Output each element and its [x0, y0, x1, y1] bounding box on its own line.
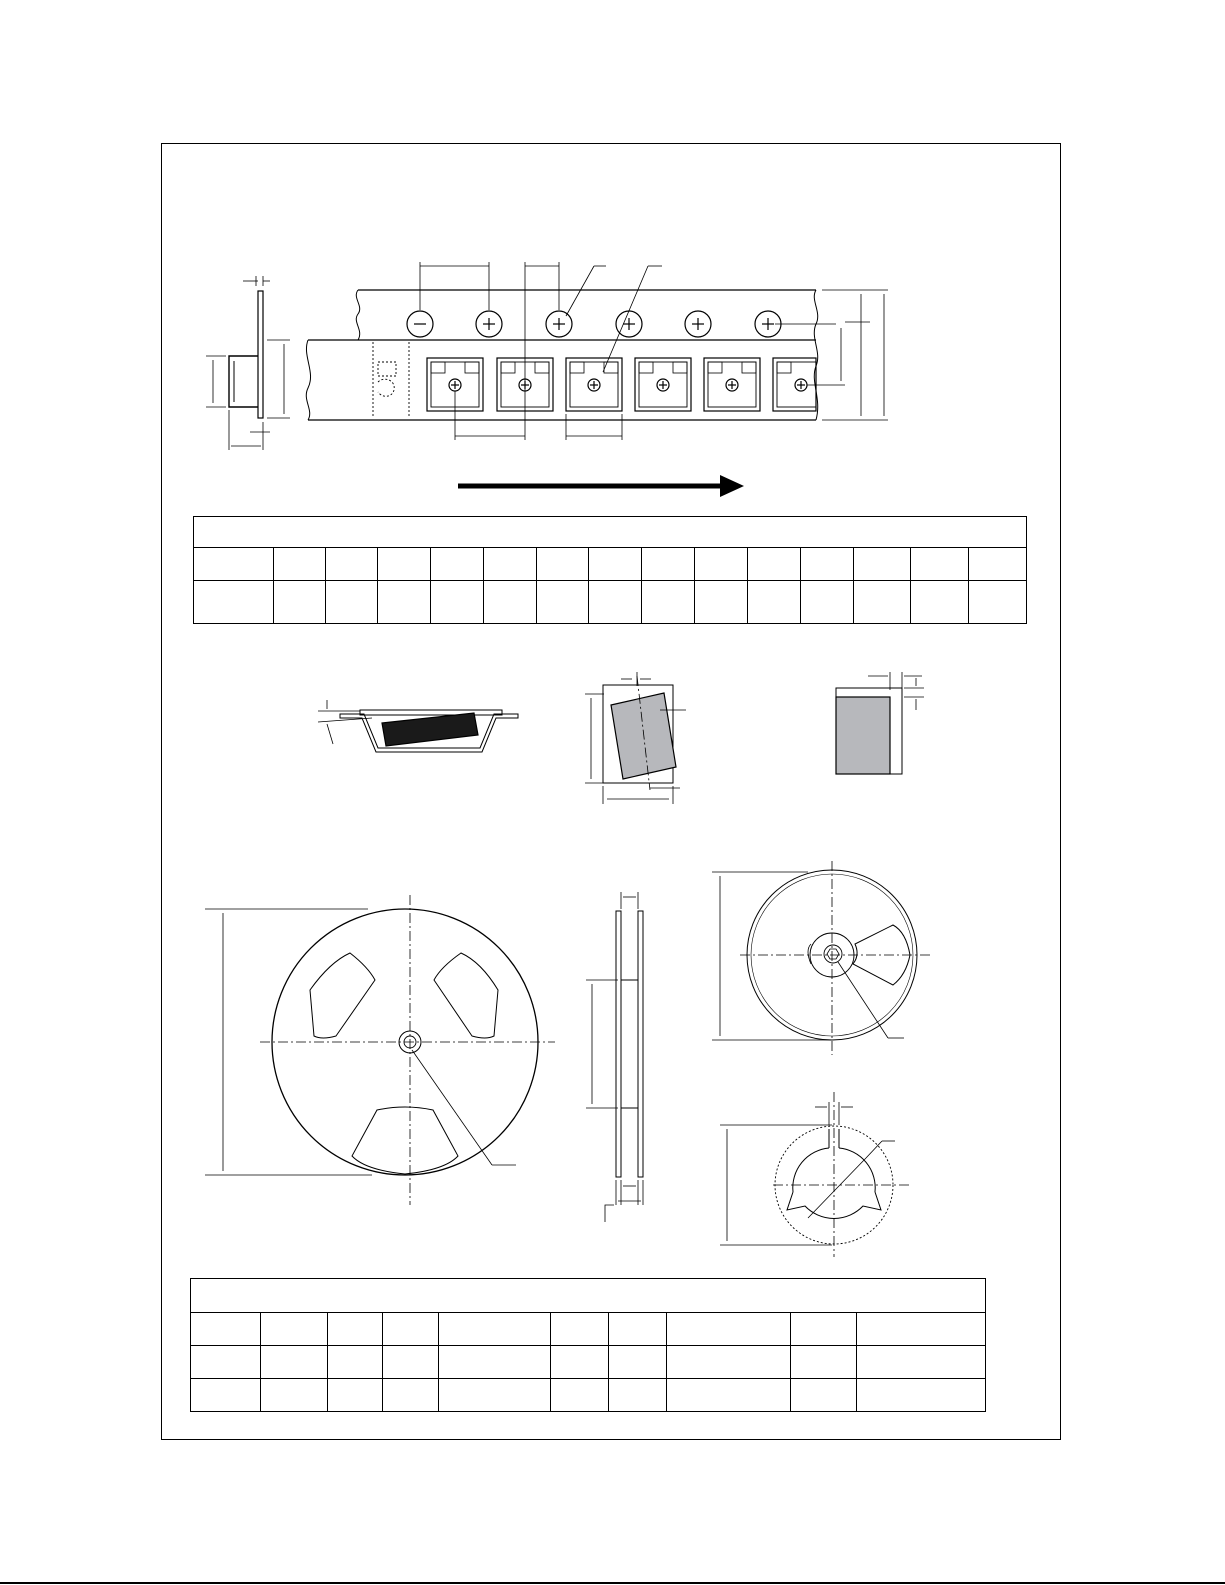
hub-reel-view	[712, 861, 930, 1055]
reel-dimensions-table	[190, 1278, 986, 1412]
component-rotation-view	[585, 672, 686, 804]
tape-table-caption	[194, 517, 1027, 548]
table-row	[194, 548, 1027, 581]
sprocket-holes	[407, 311, 781, 337]
pocket-cross-section	[318, 700, 518, 752]
hub-detail-view	[720, 1092, 910, 1257]
component-clearance-view	[836, 672, 924, 774]
feed-direction-arrow	[458, 475, 744, 497]
reel-table-caption	[191, 1279, 986, 1313]
page-bottom-rule	[0, 1582, 1225, 1584]
table-row	[191, 1379, 986, 1412]
tape-dimensions-table	[193, 516, 1027, 624]
tape-side-view	[206, 276, 290, 450]
carrier-tape-top-view	[306, 262, 888, 440]
component-pockets	[427, 358, 816, 411]
table-row	[191, 1313, 986, 1346]
table-row	[191, 1346, 986, 1379]
reel-side-view	[586, 892, 643, 1222]
reel-front-view	[205, 895, 555, 1205]
table-row	[194, 581, 1027, 624]
